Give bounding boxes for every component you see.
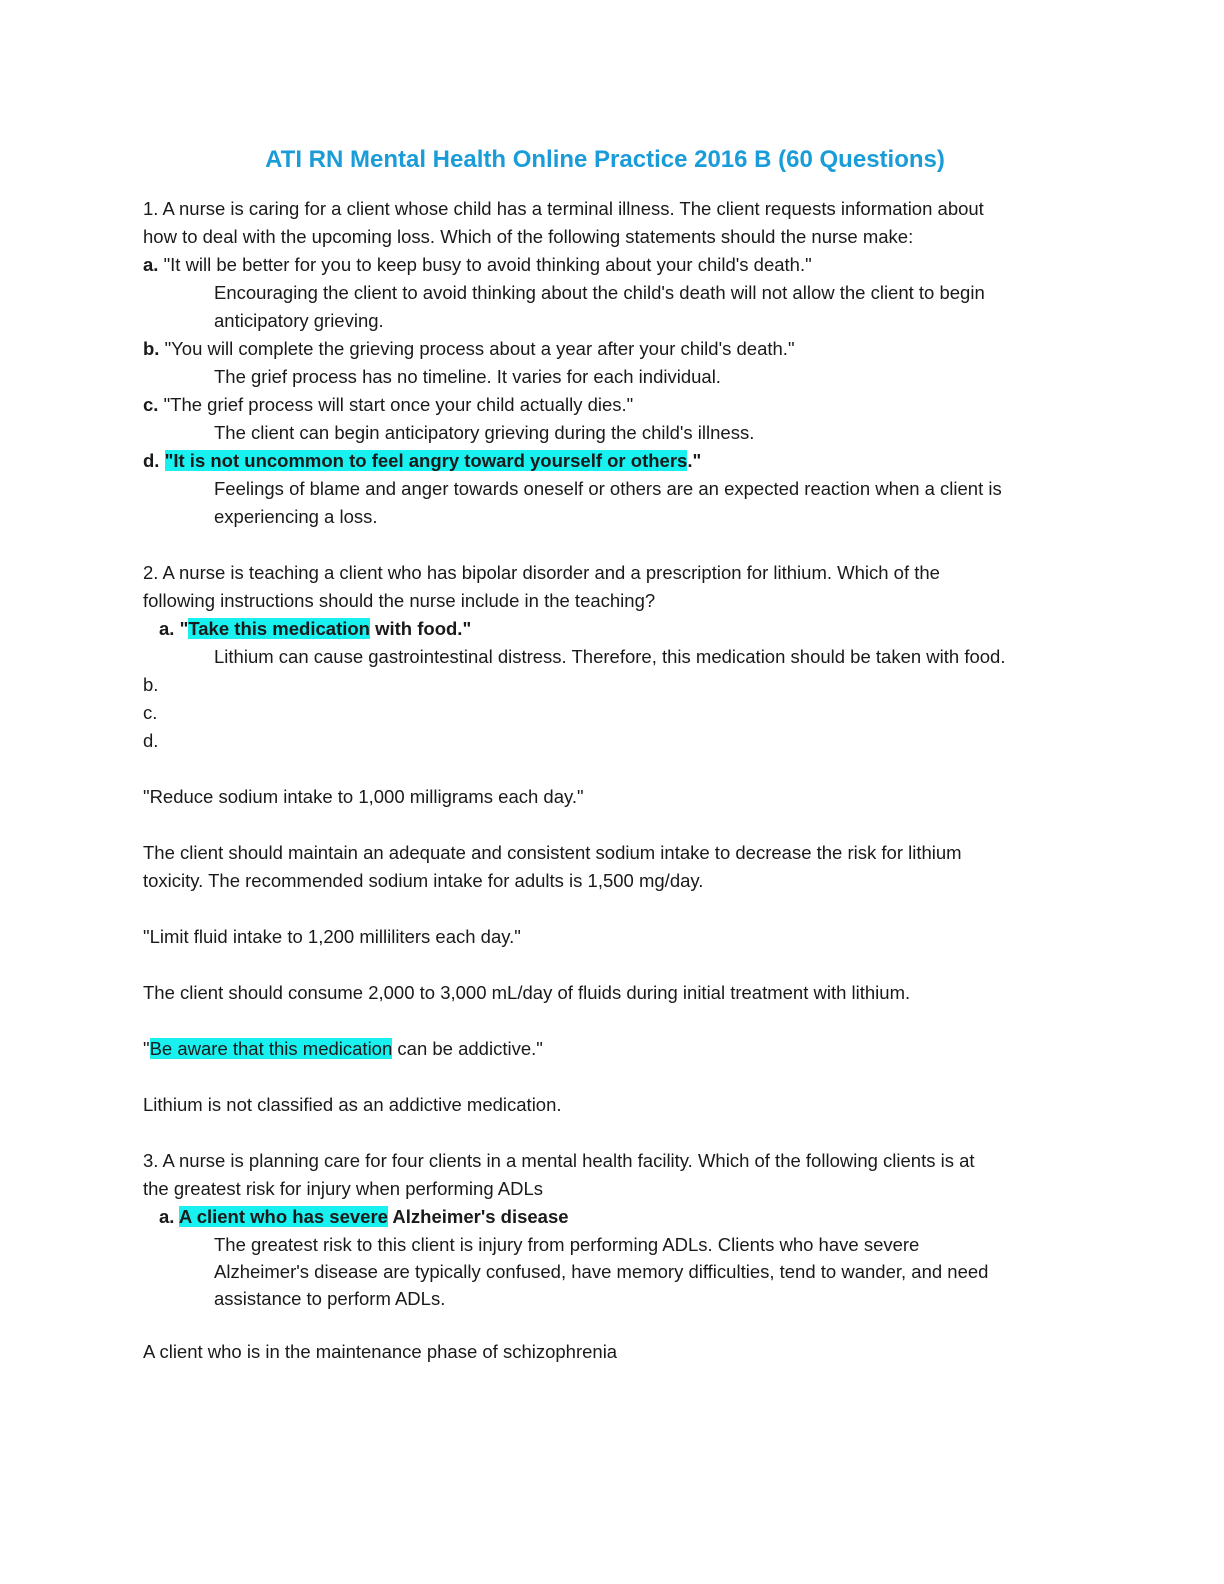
q1-option-b xyxy=(143,335,1073,363)
q3-option-schizophrenia: A client who is in the maintenance phase of schizophrenia xyxy=(143,1341,618,1362)
q1-option-a xyxy=(143,251,1073,279)
spacer xyxy=(143,895,1073,923)
q2-option-c-letter: c. xyxy=(143,702,158,723)
q2-option-addictive-highlight: Be aware that this medication xyxy=(149,1038,393,1059)
q2-option-addictive-rest: can be addictive." xyxy=(392,1038,543,1059)
q3-stem-line-1: 3. A nurse is planning care for four clients in a mental health facility. Which of the following clients is at xyxy=(143,1150,975,1171)
q3-option-a-rest: Alzheimer's disease xyxy=(387,1206,569,1227)
q1-option-d-correct xyxy=(143,447,1073,475)
q2-stem-line-2: following instructions should the nurse include in the teaching? xyxy=(143,590,656,611)
q1-option-d-rest: ." xyxy=(687,450,702,471)
q3-option-a-correct xyxy=(143,1203,1073,1231)
q3-stem-line-2: the greatest risk for injury when performing ADLs xyxy=(143,1178,543,1199)
q2-option-addictive-prefix: " xyxy=(143,1038,150,1059)
q1-option-a-text: "It will be better for you to keep busy to avoid thinking about your child's death." xyxy=(158,254,812,275)
document-body xyxy=(143,195,1073,1366)
q3-option-a-explanation-1: The greatest risk to this client is injury from performing ADLs. Clients who have severe xyxy=(214,1234,920,1255)
q1-option-c xyxy=(143,391,1073,419)
q3-option-a-prefix: a. xyxy=(159,1206,179,1227)
q2-option-a-correct xyxy=(143,615,1073,643)
q3-option-a-explanation-3: assistance to perform ADLs. xyxy=(214,1288,446,1309)
q1-option-a-letter: a. xyxy=(143,254,159,275)
q1-option-d-explanation-2: experiencing a loss. xyxy=(214,506,378,527)
q1-option-d-letter: d. xyxy=(143,450,165,471)
q2-option-sodium: "Reduce sodium intake to 1,000 milligrams each day." xyxy=(143,786,584,807)
q1-option-d-highlight: "It is not uncommon to feel angry toward yourself or others xyxy=(164,450,688,471)
q1-option-b-explanation: The grief process has no timeline. It varies for each individual. xyxy=(214,366,721,387)
spacer xyxy=(143,951,1073,979)
q1-option-d-explanation-1: Feelings of blame and anger towards oneself or others are an expected reaction when a client is xyxy=(214,478,1002,499)
spacer xyxy=(143,1312,1073,1338)
q2-sodium-explanation-1: The client should maintain an adequate and consistent sodium intake to decrease the risk for lithium xyxy=(143,842,962,863)
document-title: ATI RN Mental Health Online Practice 2016 B (60 Questions) xyxy=(265,146,945,173)
q2-option-a-prefix: a. " xyxy=(159,618,189,639)
q2-addictive-explanation: Lithium is not classified as an addictive medication. xyxy=(143,1094,562,1115)
spacer xyxy=(143,755,1073,783)
q2-option-a-explanation: Lithium can cause gastrointestinal distress. Therefore, this medication should be taken with food. xyxy=(214,646,1006,667)
q1-option-c-explanation: The client can begin anticipatory grieving during the child's illness. xyxy=(214,422,755,443)
spacer xyxy=(143,531,1073,559)
spacer xyxy=(143,1007,1073,1035)
q1-stem-line-2: how to deal with the upcoming loss. Which of the following statements should the nurse make: xyxy=(143,226,914,247)
q2-fluid-explanation: The client should consume 2,000 to 3,000 mL/day of fluids during initial treatment with lithium. xyxy=(143,982,911,1003)
q2-option-d-letter: d. xyxy=(143,730,159,751)
q1-option-b-letter: b. xyxy=(143,338,160,359)
q2-option-a-rest: with food." xyxy=(369,618,472,639)
spacer xyxy=(143,1063,1073,1091)
q2-option-b-letter: b. xyxy=(143,674,159,695)
q2-option-a-highlight: Take this medication xyxy=(188,618,370,639)
q1-option-c-letter: c. xyxy=(143,394,159,415)
q1-option-a-explanation-2: anticipatory grieving. xyxy=(214,310,384,331)
spacer xyxy=(143,1119,1073,1147)
q2-sodium-explanation-2: toxicity. The recommended sodium intake for adults is 1,500 mg/day. xyxy=(143,870,704,891)
q1-option-b-text: "You will complete the grieving process about a year after your child's death." xyxy=(159,338,795,359)
spacer xyxy=(143,811,1073,839)
q2-option-addictive xyxy=(143,1035,1073,1063)
q1-stem-line-1: 1. A nurse is caring for a client whose child has a terminal illness. The client requests information about xyxy=(143,198,984,219)
q2-stem-line-1: 2. A nurse is teaching a client who has bipolar disorder and a prescription for lithium. Which of the xyxy=(143,562,940,583)
q3-option-a-explanation-2: Alzheimer's disease are typically confused, have memory difficulties, tend to wander, and need xyxy=(214,1261,989,1282)
q1-option-c-text: "The grief process will start once your child actually dies." xyxy=(158,394,634,415)
q2-option-fluid: "Limit fluid intake to 1,200 milliliters each day." xyxy=(143,926,521,947)
q3-option-a-highlight: A client who has severe xyxy=(178,1206,388,1227)
q1-option-a-explanation-1: Encouraging the client to avoid thinking about the child's death will not allow the client to begin xyxy=(214,282,985,303)
